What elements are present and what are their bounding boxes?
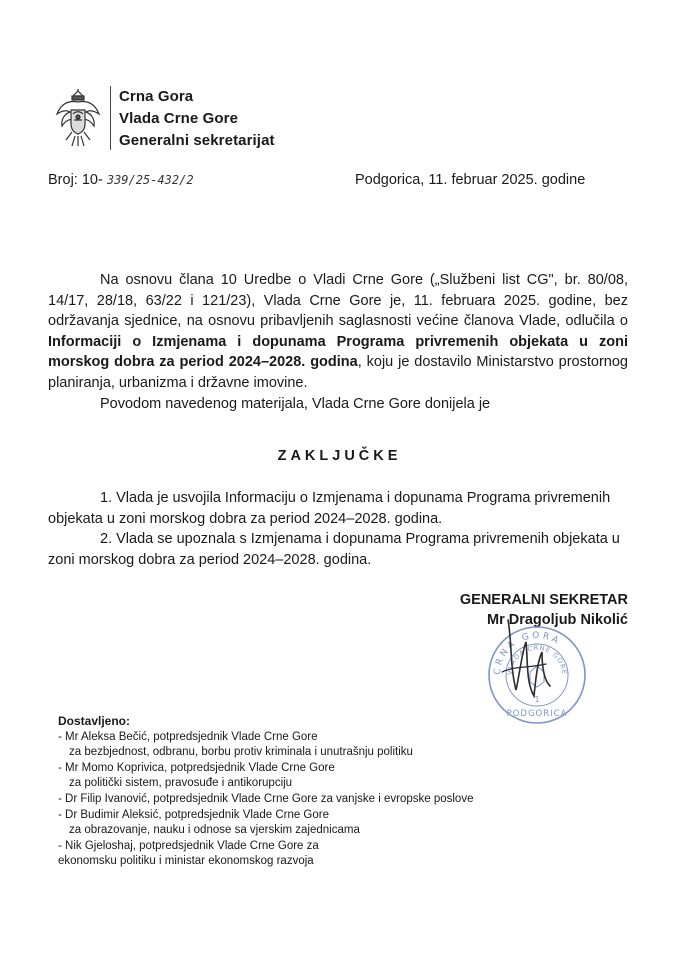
org-country: Crna Gora bbox=[119, 88, 194, 105]
coat-of-arms-icon bbox=[53, 88, 103, 150]
stamp-text-mid: VLADA CRNE GORE bbox=[505, 643, 569, 676]
list-item: - Dr Filip Ivanović, potpredsjednik Vlade Crne Gore za vanjske i evropske poslove bbox=[58, 792, 474, 805]
list-item: - Nik Gjeloshaj, potpredsjednik Vlade Crne Gore za ekonomsku politiku i ministar ekonomskog razvoja bbox=[58, 839, 319, 868]
stamp-number: 1 bbox=[534, 695, 540, 704]
conclusions-list bbox=[48, 488, 628, 570]
reference-label: Broj: 10- bbox=[48, 172, 103, 188]
conclusion-item: 2. Vlada se upoznala s Izmjenama i dopunama Programa privremenih objekata u zoni morskog dobra za period 2024–2028. godina. bbox=[48, 531, 620, 568]
conclusions-heading: ZAKLJUČKE bbox=[277, 448, 402, 464]
paragraph-intro: Na osnovu člana 10 Uredbe o Vladi Crne Gore („Službeni list CG", br. 80/08, 14/17, 28/18, 63/22 i 121/23), Vlada Crne Gore je, 11. februara 2025. godine, bez održavanja sjednice, na osnovu pribavljenih saglasnosti većine članova Vlade, odlučila o Informaciji o Izmjenama i dopunama Programa privremenih objekata u zoni morskog dobra za period 2024–2028. godina, koju je dostavilo Ministarstvo prostornog planiranja, urbanizma i državne imovine. bbox=[48, 272, 628, 391]
list-item: - Mr Aleksa Bečić, potpredsjednik Vlade Crne Gore za bezbjednost, odbranu, borbu protiv kriminala i unutrašnju politiku bbox=[58, 730, 413, 759]
conclusion-item: 1. Vlada je usvojila Informaciju o Izmjenama i dopunama Programa privremenih objekata u zoni morskog dobra za period 2024–2028. godina. bbox=[48, 490, 611, 527]
place-date: Podgorica, 11. februar 2025. godine bbox=[355, 172, 586, 188]
signature-title: GENERALNI SEKRETAR bbox=[459, 592, 628, 608]
distribution-list bbox=[58, 714, 473, 870]
reference-handwritten: 339/25-432/2 bbox=[106, 173, 194, 187]
paragraph-decision: Povodom navedenog materijala, Vlada Crne Gore donijela je bbox=[100, 395, 491, 412]
paragraph-intro-bold: Informaciji o Izmjenama i dopunama Programa privremenih objekata u zoni morskog dobra za period 2024–2028. godina bbox=[48, 333, 628, 371]
header-divider bbox=[110, 86, 111, 150]
handwritten-signature bbox=[490, 612, 570, 704]
list-item: - Mr Momo Koprivica, potpredsjednik Vlade Crne Gore za politički sistem, pravosuđe i antikorupciju bbox=[58, 761, 335, 790]
org-government: Vlada Crne Gore bbox=[119, 110, 239, 127]
stamp-city: PODGORICA bbox=[506, 709, 568, 719]
signature-name: Mr Dragoljub Nikolić bbox=[487, 612, 628, 628]
reference-number bbox=[48, 172, 194, 188]
org-secretariat: Generalni sekretarijat bbox=[119, 132, 275, 149]
list-item: - Dr Budimir Aleksić, potpredsjednik Vlade Crne Gore za obrazovanje, nauku i odnose sa vjerskim zajednicama bbox=[58, 808, 360, 837]
stamp-text-top: CRNA GORA bbox=[492, 630, 563, 676]
distribution-title: Dostavljeno: bbox=[58, 714, 131, 728]
document-body bbox=[48, 270, 628, 414]
